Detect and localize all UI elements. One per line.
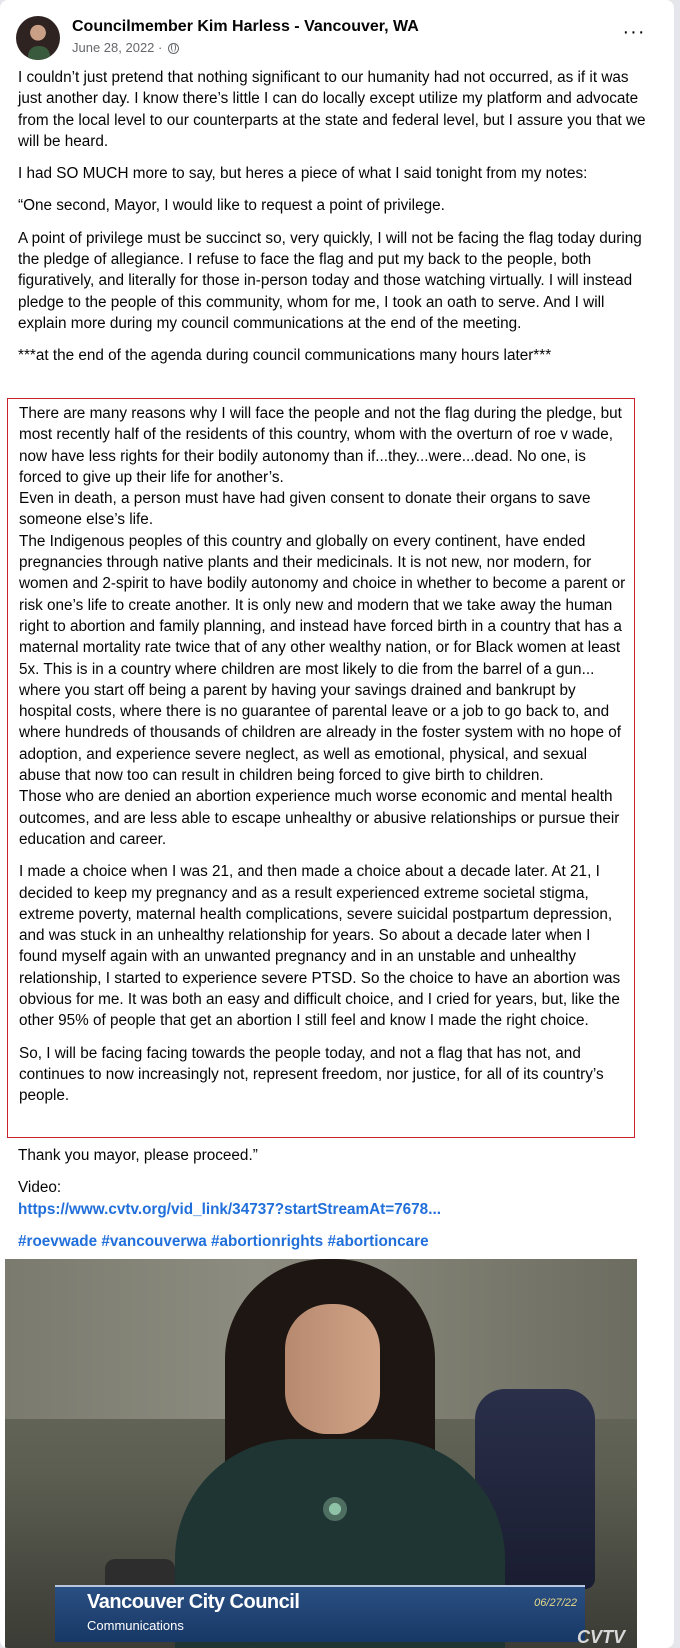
- highlight-paragraph: I made a choice when I was 21, and then made a choice about a decade later. At 21, I decided to keep my pregnancy and as a result experienced extreme societal stigma, extreme poverty, maternal health complications, severe suicidal postpartum depression, and was stuck in an unhealthy relationship for years. So about a decade later when I found myself again with an unwanted pregnancy and in an unstable and unhealthy relationship, I started to experience severe PTSD. So the choice to have an abortion was obvious for me. It was both an easy and difficult choice, and I cried for years, but, like the other 95% of people that get an abortion I still feel and know I made the right choice.: [19, 863, 621, 1030]
- video-link[interactable]: https://www.cvtv.org/vid_link/34737?startStreamAt=7678...: [18, 1200, 441, 1218]
- video-thumbnail[interactable]: [5, 1259, 637, 1648]
- more-options-icon[interactable]: ···: [622, 21, 646, 43]
- post-text: [18, 67, 656, 378]
- highlight-paragraph: So, I will be facing facing towards the people today, and not a flag that has not, and continues to now increasingly not, represent freedom, nor justice, for all of its country’s people.: [19, 1044, 604, 1105]
- speaker-face: [285, 1304, 380, 1434]
- banner-subtitle: Communications: [87, 1618, 184, 1633]
- banner-title: Vancouver City Council: [87, 1591, 300, 1613]
- post-paragraph: I had SO MUCH more to say, but heres a piece of what I said tonight from my notes:: [18, 165, 588, 183]
- highlight-paragraph: where you start off being a parent by having your savings drained and bankrupt by hospital costs, where there is no guarantee of parental leave or a job to go back to, and where hundreds of thousands of children are already in the foster system with no hope of adoption, and experience severe neglect, as well as emotional, physical, and sexual abuse that now too can result in children being forced to give birth to children.: [19, 681, 622, 785]
- post-footer-text: [18, 1145, 656, 1252]
- post-date[interactable]: June 28, 2022 ·: [72, 40, 163, 55]
- post-paragraph: “One second, Mayor, I would like to request a point of privilege.: [18, 197, 445, 215]
- post-paragraph: A point of privilege must be succinct so, very quickly, I will not be facing the flag today during the pledge of allegiance. I refuse to face the flag and put my back to the people, both figuratively, and literally for those in-person today and those watching virtually. I will instead pledge to the people of this community, whom for me, I took an oath to serve. And I will explain more during my council communications at the end of the meeting.: [18, 229, 642, 332]
- globe-icon[interactable]: [168, 43, 179, 54]
- lower-third-banner: [55, 1585, 585, 1642]
- closing-line: Thank you mayor, please proceed.”: [18, 1147, 258, 1164]
- necklace-pendant: [323, 1497, 347, 1521]
- highlighted-section: [7, 398, 635, 1138]
- hashtags[interactable]: #roevwade #vancouverwa #abortionrights #abortioncare: [18, 1232, 429, 1250]
- avatar[interactable]: [16, 16, 60, 60]
- highlight-paragraph: Those who are denied an abortion experience much worse economic and mental health outcomes, and are less able to escape unhealthy or abusive relationships or pursue their education and career.: [19, 788, 620, 848]
- banner-date: 06/27/22: [534, 1597, 577, 1609]
- author-name[interactable]: Councilmember Kim Harless - Vancouver, WA: [72, 18, 419, 35]
- video-label: Video:: [18, 1179, 62, 1197]
- post-meta: [72, 40, 179, 55]
- post-paragraph: I couldn’t just pretend that nothing significant to our humanity had not occurred, as if it was just another day. I know there’s little I can do locally except utilize my platform and advocate from the local level to our counterparts at the state and federal level, but I assure you that we will be heard.: [18, 69, 646, 150]
- highlight-paragraph: Even in death, a person must have had given consent to donate their organs to save someone else’s life.: [19, 490, 591, 529]
- cvtv-logo: CVTV: [576, 1627, 625, 1647]
- post-header: [16, 14, 658, 64]
- highlight-paragraph: There are many reasons why I will face the people and not the flag during the pledge, but most recently half of the residents of this country, whom with the overturn of roe v wade, now have less rights for their bodily autonomy than if...they...were...dead. No one, is forced to give up their life for another’s.: [19, 405, 622, 486]
- highlight-paragraph: The Indigenous peoples of this country and globally on every continent, have ended pregnancies through native plants and their medicinals. It is not new, nor modern, for women and 2-spirit to have bodily autonomy and choice in whether to become a parent or risk one’s life to create another. It is only new and modern that we take away the human right to abortion and family planning, and instead have forced birth in a country that has a maternal mortality rate twice that of any other wealthy nation, or for Black women at least 5x. This is in a country where children are most likely to die from the barrel of a gun...: [19, 532, 626, 678]
- post-paragraph: ***at the end of the agenda during council communications many hours later***: [18, 347, 552, 365]
